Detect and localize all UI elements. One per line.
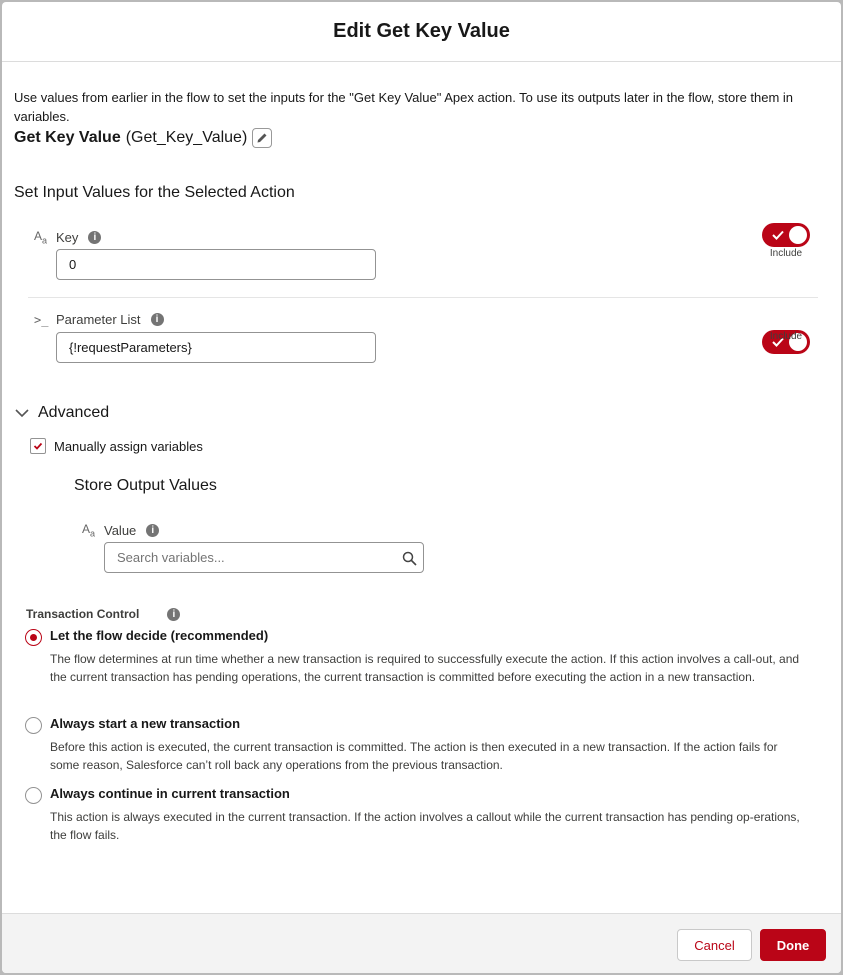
done-button[interactable]: Done xyxy=(760,929,826,961)
radio-button[interactable] xyxy=(25,787,42,804)
check-icon xyxy=(33,441,43,451)
transaction-control-label: Transaction Control xyxy=(26,607,140,621)
info-icon[interactable]: i xyxy=(88,231,101,244)
option-title: Let the flow decide (recommended) xyxy=(50,628,269,643)
advanced-toggle[interactable] xyxy=(14,404,109,422)
chevron-down-icon xyxy=(14,405,30,421)
action-name-row xyxy=(14,127,272,149)
search-icon xyxy=(402,551,417,566)
divider xyxy=(28,297,818,298)
key-include-label: Include xyxy=(769,248,803,259)
output-section-title: Store Output Values xyxy=(74,477,217,494)
value-label: Value xyxy=(104,522,137,538)
option-description: The flow determines at run time whether a new transaction is required to successfully execute the action. If this action involves a call-out, and the current transaction has pending operations, the current transaction is committed before executing the action in a new transaction. xyxy=(50,652,800,684)
radio-dot xyxy=(30,634,37,641)
modal-footer xyxy=(2,913,841,973)
pencil-icon xyxy=(256,132,268,144)
key-label-row xyxy=(34,229,101,245)
radio-button[interactable] xyxy=(25,717,42,734)
option-description: This action is always executed in the current transaction. If the action involves a callout while the current transaction has pending op-erations, the flow fails. xyxy=(50,810,800,842)
check-icon xyxy=(771,228,785,242)
action-api-name: (Get_Key_Value) xyxy=(125,129,248,146)
key-include-toggle[interactable] xyxy=(762,223,810,247)
search-variables-placeholder: Search variables... xyxy=(117,550,225,565)
edit-action-modal xyxy=(2,2,841,973)
parameter-list-label-row xyxy=(34,312,164,327)
advanced-label: Advanced xyxy=(38,404,110,421)
edit-action-button[interactable] xyxy=(252,128,272,148)
info-icon[interactable]: i xyxy=(167,608,180,621)
info-icon[interactable]: i xyxy=(151,313,164,326)
key-input[interactable]: 0 xyxy=(56,249,376,280)
key-label: Key xyxy=(56,229,79,245)
parameter-list-input[interactable]: {!requestParameters} xyxy=(56,332,376,363)
input-section-title: Set Input Values for the Selected Action xyxy=(14,184,295,201)
modal-title: Edit Get Key Value xyxy=(333,20,510,42)
radio-button[interactable] xyxy=(25,629,42,646)
text-type-icon: $A_a$ xyxy=(34,229,48,246)
modal-header xyxy=(2,2,841,62)
parameter-list-label: Parameter List xyxy=(56,312,141,327)
action-description: Use values from earlier in the flow to set the inputs for the "Get Key Value" Apex action. To use its outputs later in the flow, store them in variables. xyxy=(14,90,794,124)
search-variables-input[interactable] xyxy=(104,542,424,573)
parameter-list-include-label: Include xyxy=(769,331,803,342)
text-type-icon: $A_a$ xyxy=(82,522,96,539)
collection-type-icon: >_ xyxy=(34,312,49,327)
option-description: Before this action is executed, the current transaction is committed. The action is then executed in a new transaction. If the action fails for some reason, Salesforce can’t roll back any operations from the previous transaction. xyxy=(50,740,778,772)
manual-assign-label: Manually assign variables xyxy=(54,438,203,454)
option-title: Always continue in current transaction xyxy=(50,786,290,801)
option-title: Always start a new transaction xyxy=(50,716,241,731)
value-label-row xyxy=(82,522,159,538)
modal-body xyxy=(2,63,841,915)
transaction-control-label-row xyxy=(26,607,180,621)
info-icon[interactable]: i xyxy=(146,524,159,537)
manual-assign-checkbox[interactable] xyxy=(30,438,46,454)
action-label: Get Key Value xyxy=(14,129,121,146)
cancel-button[interactable]: Cancel xyxy=(677,929,752,961)
toggle-knob xyxy=(789,226,807,244)
manual-assign-row xyxy=(30,438,203,454)
